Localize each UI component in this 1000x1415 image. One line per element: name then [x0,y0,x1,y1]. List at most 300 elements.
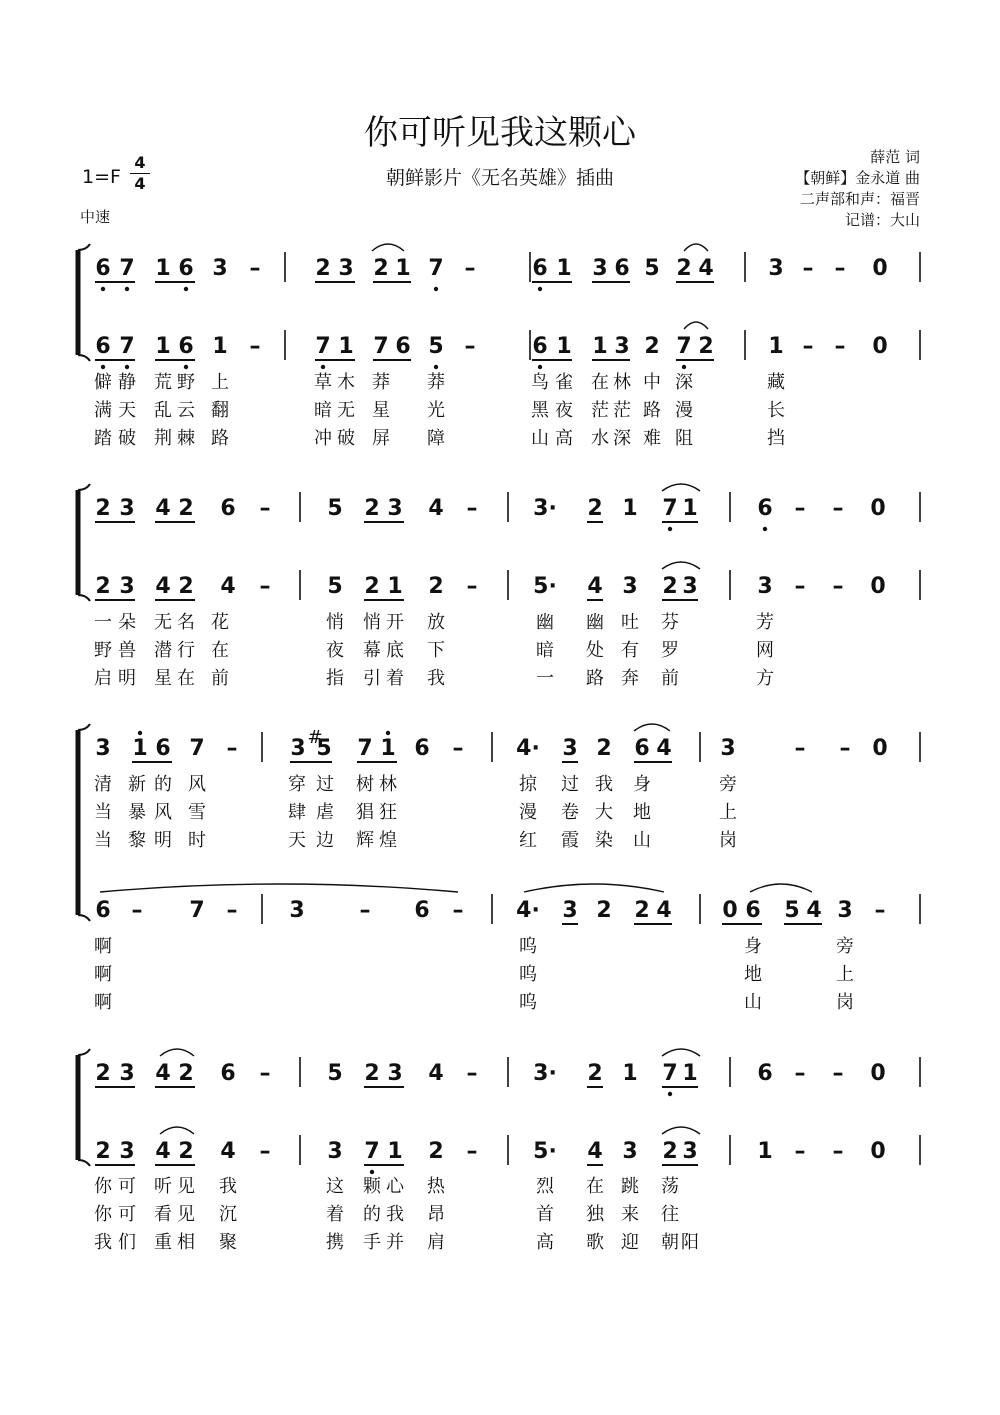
lyric-char: 啊 [94,936,112,957]
lyric-char: 吐 [621,612,639,633]
lyric-char: 们 [118,1232,136,1253]
lyric-char: 见 [177,1176,195,1197]
octave-dot [682,365,686,369]
lyric-char: 时 [188,830,206,851]
upper-note: 7 [428,256,444,281]
lower-note: 4 [155,1139,171,1164]
lyric-char: 这 [326,1176,344,1197]
lyric-char: 荆 [154,428,172,449]
upper-note: 0 [872,256,888,281]
song-title: 你可听见我这颗心 [364,113,636,153]
lower-note: – [802,334,814,359]
slur-arc [662,484,700,491]
upper-sharp-sign: # [307,727,323,748]
lyric-char: 黎 [128,830,146,851]
lower-note: 1 [212,334,228,359]
slur-arc [684,322,708,329]
lyric-char: 路 [586,668,604,689]
lyric-char: 奔 [621,668,639,689]
upper-note: 2 [364,496,380,521]
lyric-char: 阻 [675,428,693,449]
lower-note: 1 [387,574,403,599]
upper-note: 1 [682,1061,698,1086]
lyric-char: 明 [118,668,136,689]
lower-note: 6 [745,898,761,923]
lyric-char: 荡 [661,1176,679,1197]
lower-note: – [452,898,464,923]
upper-note: 7 [662,496,678,521]
lyric-char: 煌 [379,830,397,851]
lyric-char: 悄 [363,612,381,633]
slur-arc [684,244,708,251]
lower-note: 4 [587,1139,603,1164]
upper-note: – [794,496,806,521]
lower-note: 7 [364,1139,380,1164]
lyric-char: 呜 [519,936,537,957]
lyric-char: 地 [744,964,762,985]
lower-note: 5 [327,574,343,599]
lyric-char: 重 [154,1232,172,1253]
lyric-char: 穿 [288,774,306,795]
lyric-char: 我 [94,1232,112,1253]
lyric-char: 网 [756,640,774,661]
upper-note: 4 [155,1061,171,1086]
upper-note: 2 [373,256,389,281]
lower-note: 2 [428,1139,444,1164]
lyric-char: 冲 [314,428,332,449]
lower-note: 5 [784,898,800,923]
lyric-char: 处 [586,640,604,661]
lower-note: – [466,1139,478,1164]
lyric-char: 我 [595,774,613,795]
lower-note: 4· [516,898,540,923]
upper-note: 0 [870,1061,886,1086]
lyric-char: 上 [211,372,229,393]
upper-note: 5 [316,736,332,761]
slur-arc [750,884,812,892]
lower-note: 3 [327,1139,343,1164]
lyric-char: 啊 [94,964,112,985]
lower-note: 7 [373,334,389,359]
lyric-char: 开 [386,612,404,633]
lyric-char: 满 [94,400,112,421]
upper-note: 6 [614,256,630,281]
lower-note: 4 [587,574,603,599]
lyric-char: 难 [643,428,661,449]
lyric-char: 并 [386,1232,404,1253]
lyric-char: 热 [427,1176,445,1197]
lower-note: – [832,574,844,599]
upper-note: 7 [189,736,205,761]
lower-note: 6 [178,334,194,359]
lyric-char: 夜 [326,640,344,661]
lyric-char: 花 [211,612,229,633]
lower-note: 3 [622,1139,638,1164]
upper-note: – [452,736,464,761]
lyric-char: 一 [94,612,112,633]
key-signature: 1=F [82,166,121,188]
lower-note: 3 [622,574,638,599]
lyricist-credit: 薛范 词 [870,148,920,166]
lower-note: 2 [178,574,194,599]
lower-note: 3 [562,898,578,923]
lower-note: 4 [155,574,171,599]
lyric-char: 星 [154,668,172,689]
lyric-char: 掠 [519,774,537,795]
upper-note: 1 [682,496,698,521]
upper-note: 2 [364,1061,380,1086]
lyric-char: 山 [744,992,762,1013]
lyric-char: 当 [94,830,112,851]
upper-note: 1 [622,496,638,521]
lower-note: – [464,334,476,359]
lyric-char: 朵 [118,612,136,633]
song-subtitle: 朝鲜影片《无名英雄》插曲 [385,167,614,189]
lower-note: 1 [155,334,171,359]
lower-note: – [226,898,238,923]
upper-note: 6 [155,736,171,761]
bracket-cap-bottom [78,595,90,601]
upper-note: – [226,736,238,761]
lower-note: – [131,898,143,923]
lyric-char: 底 [386,640,404,661]
slur-arc [662,1127,700,1134]
lower-note: 2 [95,1139,111,1164]
lower-note: 0 [870,574,886,599]
lyric-char: 中 [643,372,661,393]
lyric-char: 在 [586,1176,604,1197]
lyric-char: 深 [613,428,631,449]
lower-note: 2 [178,1139,194,1164]
upper-note: 7 [662,1061,678,1086]
lyric-char: 肩 [427,1232,445,1253]
upper-note: 2 [95,496,111,521]
lower-note: 7 [119,334,135,359]
lower-note: 2 [662,574,678,599]
lyric-char: 岗 [719,830,737,851]
lyric-char: 清 [94,774,112,795]
upper-note: 2 [587,496,603,521]
lyric-char: 啊 [94,992,112,1013]
lower-note: 1 [592,334,608,359]
tempo-marking: 中速 [80,208,111,226]
lyric-char: 首 [536,1204,554,1225]
lyric-char: 莽 [427,372,445,393]
lyric-char: 僻 [94,372,112,393]
lyric-char: 棘 [177,428,195,449]
lyric-char: 无 [337,400,355,421]
lyric-char: 霞 [561,830,579,851]
lyric-char: 幕 [363,640,381,661]
lyric-char: 上 [719,802,737,823]
lower-note: 7 [189,898,205,923]
lyric-char: 下 [427,640,445,661]
bracket-cap-top [78,724,90,730]
lyric-char: 风 [154,802,172,823]
octave-dot [101,365,105,369]
lyric-char: 雪 [188,802,206,823]
upper-note: – [259,1061,271,1086]
upper-note: 1 [395,256,411,281]
lower-note: 1 [387,1139,403,1164]
lyric-char: 岗 [836,992,854,1013]
upper-note: 3 [95,736,111,761]
upper-note: 3 [338,256,354,281]
lyric-char: 藏 [767,372,785,393]
lyric-char: 有 [621,640,639,661]
upper-note: 5 [644,256,660,281]
upper-note: 5 [327,1061,343,1086]
lyric-char: 暗 [536,640,554,661]
lower-note: 3 [837,898,853,923]
upper-note: – [834,256,846,281]
lower-note: 6 [95,898,111,923]
lyric-char: 可 [118,1176,136,1197]
lyric-char: 漫 [675,400,693,421]
lyric-char: 迎 [621,1232,639,1253]
lyric-char: 高 [536,1232,554,1253]
upper-note: 3 [562,736,578,761]
lyric-char: 鸟 [531,372,549,393]
upper-note: 4 [428,496,444,521]
upper-note: 0 [872,736,888,761]
lyric-char: 身 [633,774,651,795]
lyric-char: 歌 [586,1232,604,1253]
upper-note: 3 [212,256,228,281]
lyric-char: 在 [177,668,195,689]
upper-note: 6 [414,736,430,761]
lyric-char: 漫 [519,802,537,823]
lower-note: 6 [95,334,111,359]
upper-note: 6 [634,736,650,761]
lyric-char: 高 [555,428,573,449]
lyric-char: 的 [154,774,172,795]
lyric-char: 身 [744,936,762,957]
lyric-char: 着 [386,668,404,689]
upper-note: 4 [698,256,714,281]
upper-note: – [259,496,271,521]
octave-dot [101,287,105,291]
lower-note: 7 [315,334,331,359]
bracket-cap-bottom [78,1160,90,1166]
upper-note: 2 [178,496,194,521]
lyric-char: 名 [177,612,195,633]
lyric-char: 破 [118,428,136,449]
lyric-char: 茫 [591,400,609,421]
lyric-char: 障 [427,428,445,449]
lyric-char: 跳 [621,1176,639,1197]
octave-dot [434,287,438,291]
lyric-char: 踏 [94,428,112,449]
lower-note: – [832,1139,844,1164]
upper-note: 2 [178,1061,194,1086]
octave-dot [184,287,188,291]
lyric-char: 听 [154,1176,172,1197]
lower-note: – [249,334,261,359]
upper-note: – [794,1061,806,1086]
upper-note: – [249,256,261,281]
slur-arc [160,1127,194,1134]
lower-note: 2 [95,574,111,599]
lyric-char: 旁 [836,936,854,957]
upper-note: 3 [119,1061,135,1086]
lower-note: – [259,1139,271,1164]
lyric-char: 荒 [154,372,172,393]
lyric-char: 山 [633,830,651,851]
lyric-char: 启 [94,668,112,689]
upper-note: – [466,496,478,521]
lower-note: 2 [698,334,714,359]
lower-note: 3 [614,334,630,359]
lower-note: 4 [656,898,672,923]
upper-note: 0 [870,496,886,521]
upper-note: 6 [220,496,236,521]
lyric-char: 云 [177,400,195,421]
lower-note: – [874,898,886,923]
lyric-char: 见 [177,1204,195,1225]
lyric-char: 野 [94,640,112,661]
upper-note: 6 [220,1061,236,1086]
lyric-char: 虐 [316,802,334,823]
lyric-char: 静 [118,372,136,393]
slur-arc [662,562,700,569]
lower-note: 7 [676,334,692,359]
lyric-char: 黑 [531,400,549,421]
lower-note: 6 [532,334,548,359]
slur-arc [160,1049,194,1056]
upper-note: 6 [757,1061,773,1086]
lyric-char: 上 [836,964,854,985]
upper-note: 3 [387,1061,403,1086]
bracket-cap-bottom [78,355,90,361]
lyric-char: 风 [188,774,206,795]
bracket-cap-top [78,244,90,250]
lyric-char: 暗 [314,400,332,421]
lower-note: 1 [556,334,572,359]
lyric-char: 聚 [219,1232,237,1253]
lyric-char: 星 [372,400,390,421]
lyric-char: 过 [316,774,334,795]
lyric-char: 幽 [586,612,604,633]
upper-note: 4 [656,736,672,761]
upper-note: 2 [95,1061,111,1086]
bracket-cap-top [78,1049,90,1055]
lyric-char: 一 [536,668,554,689]
lyric-char: 林 [613,372,631,393]
lyric-char: 茫 [613,400,631,421]
lyric-char: 芬 [661,612,679,633]
upper-note: 4· [516,736,540,761]
bracket-cap-bottom [78,915,90,921]
lyric-char: 光 [427,400,445,421]
lower-note: – [834,334,846,359]
lyric-char: 当 [94,802,112,823]
lower-note: 0 [872,334,888,359]
upper-note: 2 [315,256,331,281]
lyric-char: 莽 [372,372,390,393]
time-signature-bottom: 4 [134,174,146,193]
lyric-char: 行 [177,640,195,661]
upper-note: 4 [428,1061,444,1086]
lyric-char: 路 [643,400,661,421]
upper-note: 3 [387,496,403,521]
lyric-char: 阳 [681,1232,699,1253]
lower-note: 1 [757,1139,773,1164]
lyric-char: 芳 [756,612,774,633]
lyric-char: 往 [661,1204,679,1225]
lyric-char: 潜 [154,640,172,661]
slur-arc [100,884,458,892]
lyric-char: 我 [219,1176,237,1197]
lyric-char: 肆 [288,802,306,823]
lyric-char: 罗 [661,640,679,661]
lyric-char: 野 [177,372,195,393]
upper-note: 3· [533,1061,557,1086]
upper-note: 1 [132,736,148,761]
lyric-char: 水 [591,428,609,449]
lyric-char: 放 [427,612,445,633]
upper-note: 3 [290,736,306,761]
lyric-char: 幽 [536,612,554,633]
octave-dot [321,365,325,369]
lyric-char: 卷 [561,802,579,823]
upper-note: 3 [119,496,135,521]
upper-note: 4 [155,496,171,521]
composer-credit: 【朝鲜】金永道 曲 [795,169,920,187]
upper-note: – [832,1061,844,1086]
upper-note: 3 [592,256,608,281]
lyric-char: 着 [326,1204,344,1225]
lyric-char: 在 [591,372,609,393]
octave-dot [125,287,129,291]
lower-note: 3 [119,1139,135,1164]
upper-note: 3· [533,496,557,521]
upper-note: 6 [95,256,111,281]
lyric-char: 草 [314,372,332,393]
lyric-char: 朝 [661,1232,679,1253]
lower-note: 2 [428,574,444,599]
lyric-char: 木 [337,372,355,393]
lyric-char: 大 [595,802,613,823]
upper-note: 6 [178,256,194,281]
lyric-char: 看 [154,1204,172,1225]
lyric-char: 辉 [356,830,374,851]
lower-note: 3 [289,898,305,923]
lyric-char: 你 [94,1204,112,1225]
lower-note: 2 [596,898,612,923]
lyric-char: 引 [363,668,381,689]
lyric-char: 相 [177,1232,195,1253]
lyric-char: 无 [154,612,172,633]
octave-dot [138,731,142,735]
lower-note: 5· [533,1139,557,1164]
bracket-cap-top [78,484,90,490]
lyric-char: 狂 [379,802,397,823]
octave-dot [370,1170,374,1174]
upper-note: 1 [380,736,396,761]
lyric-char: 挡 [767,428,785,449]
lyric-char: 树 [356,774,374,795]
upper-note: 1 [155,256,171,281]
lyric-char: 山 [531,428,549,449]
upper-note: – [839,736,851,761]
lyric-char: 破 [337,428,355,449]
upper-note: – [832,496,844,521]
lower-note: 3 [682,574,698,599]
lyric-char: 昂 [427,1204,445,1225]
lower-note: – [359,898,371,923]
lyric-char: 染 [595,830,613,851]
